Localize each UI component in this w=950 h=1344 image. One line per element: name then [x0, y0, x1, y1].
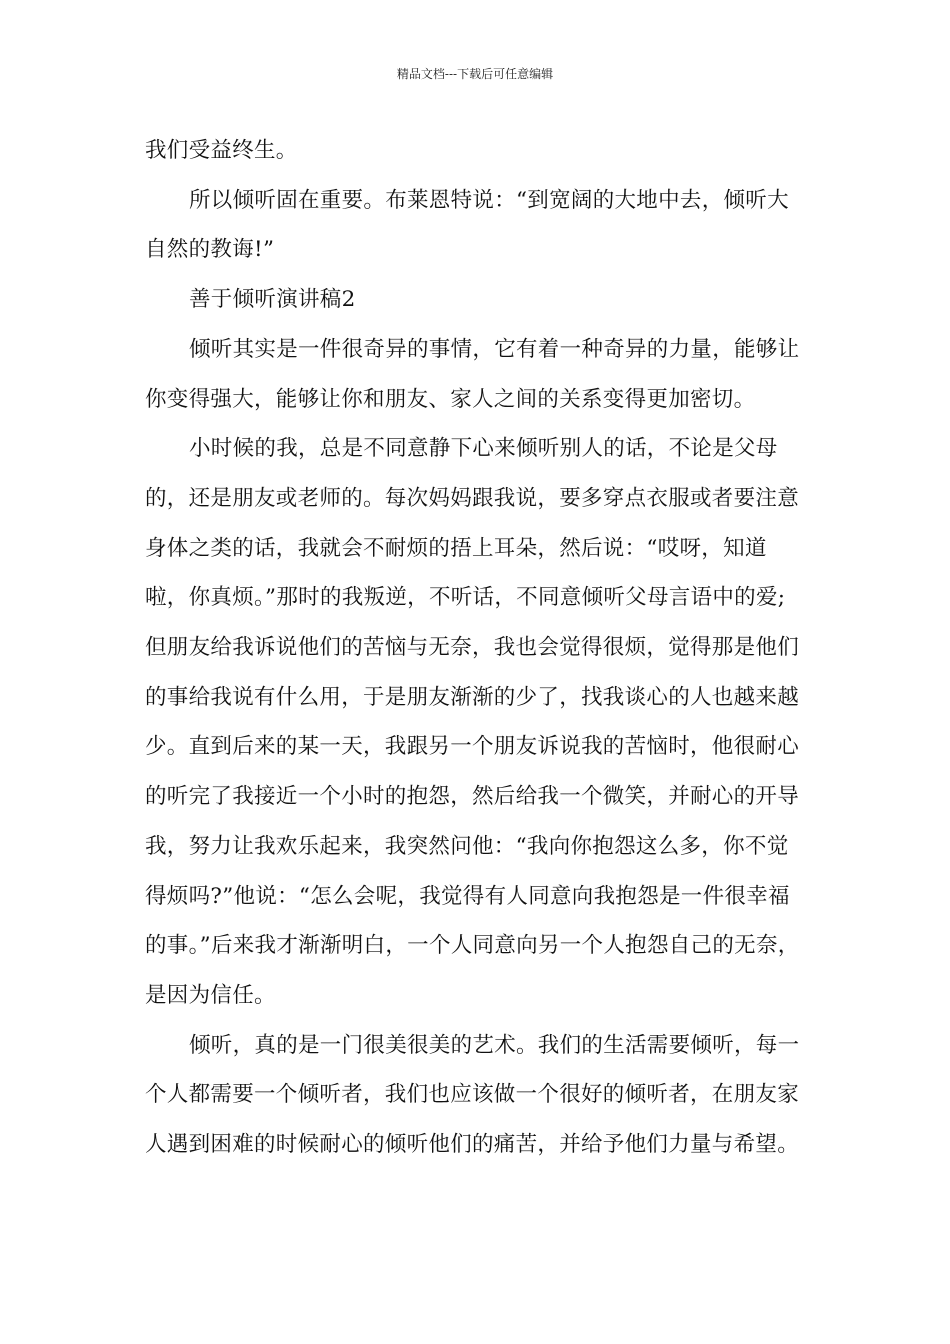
document-body	[145, 126, 805, 1170]
section-title: 善于倾听演讲稿2	[189, 287, 356, 313]
paragraph-conclusion: 倾听，真的是一门很美很美的艺术。我们的生活需要倾听，每一个人都需要一个倾听者，我们也应该做一个很好的倾听者，在朋友家人遇到困难的时候耐心的倾听他们的痛苦，并给予他们力量与希望。	[145, 1032, 800, 1158]
paragraph-intro: 倾听其实是一件很奇异的事情，它有着一种奇异的力量，能够让你变得强大，能够让你和朋友、家人之间的关系变得更加密切。	[145, 336, 800, 412]
page-header: 精品文档---下载后可任意编辑	[396, 67, 554, 81]
paragraph-quote: 所以倾听固在重要。布莱恩特说：“到宽阔的大地中去，倾听大自然的教诲!”	[145, 187, 789, 263]
paragraph-story: 小时候的我，总是不同意静下心来倾听别人的话，不论是父母的，还是朋友或老师的。每次妈妈跟我说，要多穿点衣服或者要注意身体之类的话，我就会不耐烦的捂上耳朵，然后说：“哎呀，知道啦，你真烦。”那时的我叛逆，不听话，不同意倾听父母言语中的爱;但朋友给我诉说他们的苦恼与无奈，我也会觉得很烦，觉得那是他们的事给我说有什么用，于是朋友渐渐的少了，找我谈心的人也越来越少。直到后来的某一天，我跟另一个朋友诉说我的苦恼时，他很耐心的听完了我接近一个小时的抱怨，然后给我一个微笑，并耐心的开导我，努力让我欢乐起来，我突然问他：“我向你抱怨这么多，你不觉得烦吗?”他说：“怎么会呢，我觉得有人同意向我抱怨是一件很幸福的事。”后来我才渐渐明白，一个人同意向另一个人抱怨自己的无奈，是因为信任。	[145, 436, 800, 1008]
paragraph-continuation: 我们受益终生。	[145, 138, 298, 163]
